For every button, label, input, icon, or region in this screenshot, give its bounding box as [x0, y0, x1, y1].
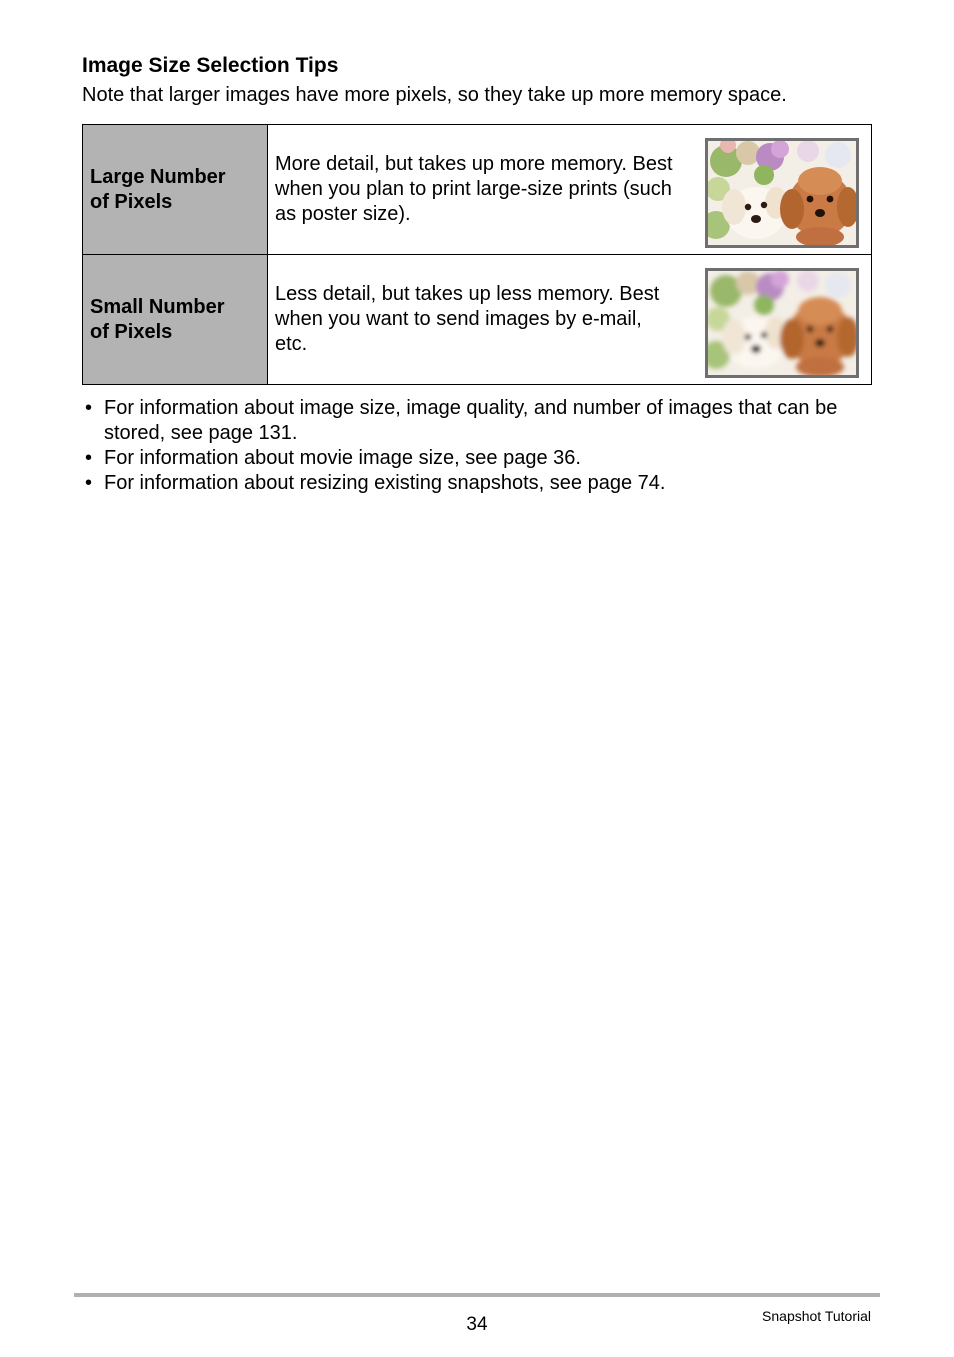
image-size-table: [82, 124, 872, 385]
desc-line: when you plan to print large-size prints (such: [275, 178, 672, 200]
bullet-line: For information about image size, image quality, and number of images that can be: [104, 397, 838, 419]
desc-line: when you want to send images by e-mail,: [275, 308, 642, 330]
desc-line: Less detail, but takes up less memory. Best: [275, 283, 660, 305]
section-name: Snapshot Tutorial: [762, 1308, 871, 1324]
section-heading: Image Size Selection Tips: [82, 54, 339, 77]
bullet-line: For information about movie image size, see page 36.: [104, 447, 581, 469]
bullet-line: stored, see page 131.: [104, 422, 298, 444]
list-item: [82, 471, 882, 496]
table-row-small: [83, 255, 872, 385]
desc-line: as poster size).: [275, 203, 411, 225]
description-text: [275, 282, 695, 357]
intro-paragraph: Note that larger images have more pixels, so they take up more memory space.: [82, 84, 787, 106]
blurry-puppies-photo: [705, 268, 859, 378]
label-line: Large Number: [90, 165, 226, 188]
bullet-icon: •: [85, 397, 93, 419]
label-line: Small Number: [90, 295, 225, 318]
desc-line: More detail, but takes up more memory. Best: [275, 153, 673, 175]
desc-cell-small: [268, 255, 872, 385]
label-cell-small: [83, 255, 268, 385]
desc-line: etc.: [275, 333, 308, 355]
bullet-icon: •: [85, 472, 93, 494]
info-bullet-list: [82, 396, 882, 496]
label-line: of Pixels: [90, 190, 173, 213]
table-row-large: [83, 125, 872, 255]
list-item: [82, 396, 882, 446]
bullet-line: For information about resizing existing snapshots, see page 74.: [104, 472, 666, 494]
page-number: 34: [466, 1314, 488, 1335]
sharp-puppies-photo: [705, 138, 859, 248]
list-item: [82, 446, 882, 471]
footer-divider: [74, 1293, 880, 1297]
bullet-icon: •: [85, 447, 93, 469]
desc-cell-large: [268, 125, 872, 255]
description-text: [275, 152, 695, 227]
label-line: of Pixels: [90, 320, 173, 343]
label-cell-large: [83, 125, 268, 255]
